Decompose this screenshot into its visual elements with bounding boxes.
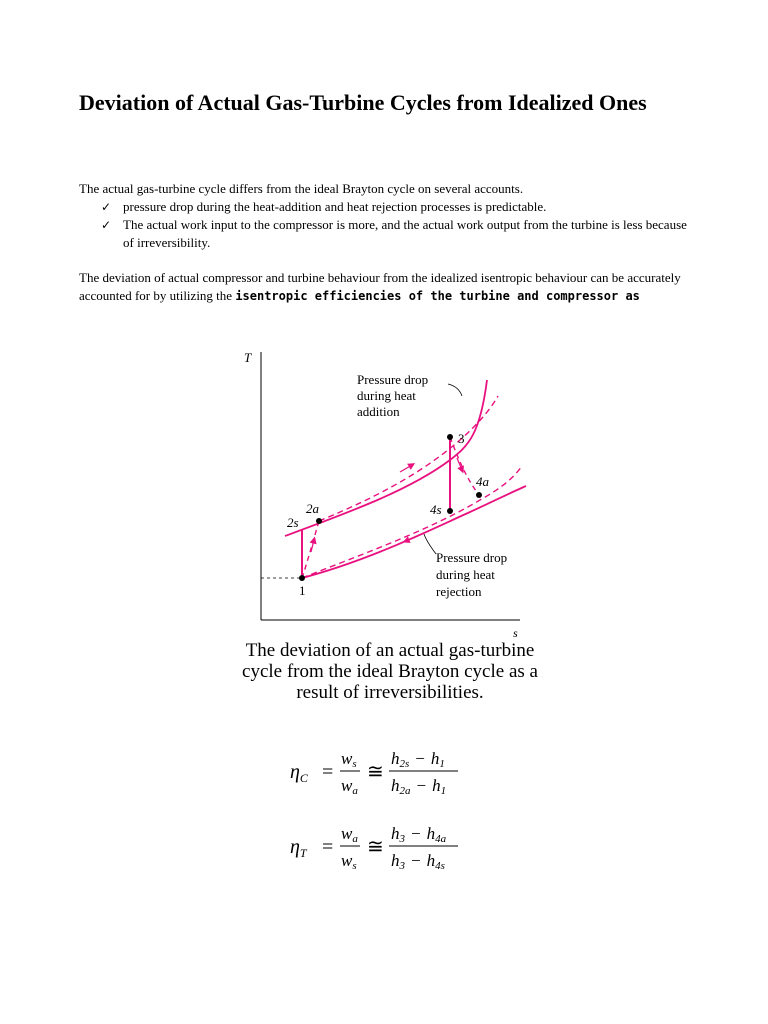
state-point-3 <box>447 434 453 440</box>
svg-text:ηC: $\eta_C$ <box>290 761 308 785</box>
svg-text:=: = <box>322 761 334 783</box>
deviation-paragraph <box>79 269 699 305</box>
bullet-text: pressure drop during the heat-addition and heat rejection processes is predictable. <box>123 199 547 214</box>
note-heat-rejection-leader <box>424 534 436 554</box>
state-point-2a <box>316 518 322 524</box>
svg-text:h3−h4a: h3 − h4a <box>391 824 447 845</box>
checkmark-icon: ✓ <box>101 200 112 214</box>
note-heat-rejection: Pressure drop during heat rejection <box>436 550 508 599</box>
page-title: Deviation of Actual Gas-Turbine Cycles from Idealized Ones <box>79 90 647 115</box>
caption-line: The deviation of an actual gas-turbine <box>245 640 535 661</box>
caption-line: cycle from the ideal Brayton cycle as a <box>242 661 538 682</box>
deviation-text: The deviation of actual compressor and turbine behaviour from the idealized isentropic behaviour can be accurately accounted for by utilizing the <box>79 270 681 303</box>
list-item <box>79 198 699 216</box>
label-2s: 2s <box>287 515 299 530</box>
svg-text:ηT: $\eta_T$ <box>290 836 307 860</box>
label-1: 1 <box>299 583 306 598</box>
svg-text:h3−h4s: h3 − h4s <box>391 851 445 872</box>
state-point-4a <box>476 492 482 498</box>
svg-text:wa: wa <box>341 776 358 797</box>
label-2a: 2a <box>306 501 319 516</box>
list-item <box>79 216 699 252</box>
figure-caption <box>210 640 570 703</box>
label-3: 3 <box>458 431 465 446</box>
bullet-list <box>79 198 699 252</box>
heat-addition-arrow <box>400 465 412 472</box>
label-4s: 4s <box>430 502 442 517</box>
svg-text:wa: wa <box>341 824 358 845</box>
compressor-efficiency-equation <box>290 740 490 800</box>
checkmark-icon: ✓ <box>101 218 112 232</box>
deviation-bold-text: isentropic efficiencies of the turbine and compressor as <box>235 289 640 303</box>
heat-rejection-arrow <box>406 536 418 541</box>
axis-y-label: T <box>244 350 252 365</box>
svg-text:ws: ws <box>341 851 357 872</box>
axis-x-label: s <box>513 626 518 640</box>
intro-paragraph: The actual gas-turbine cycle differs from the ideal Brayton cycle on several accounts. <box>79 181 524 196</box>
note-heat-addition: Pressure drop during heat addition <box>357 372 429 419</box>
turbine-efficiency-equation <box>290 815 490 875</box>
svg-text:=: = <box>322 836 334 858</box>
svg-text:≅: ≅ <box>367 761 384 783</box>
bullet-text: The actual work input to the compressor is more, and the actual work output from the turbine is less because of irreversibility. <box>123 217 687 250</box>
state-point-4s <box>447 508 453 514</box>
svg-text:ws: ws <box>341 749 357 770</box>
svg-text:≅: ≅ <box>367 836 384 858</box>
svg-text:h2s−h1: h2s − h1 <box>391 749 445 770</box>
svg-text:h2a−h1: h2a − h1 <box>391 776 447 797</box>
state-point-1 <box>299 575 305 581</box>
ts-diagram <box>230 340 550 640</box>
caption-line: result of irreversibilities. <box>296 682 484 703</box>
note-heat-addition-leader <box>448 384 462 396</box>
actual-heat-addition-dashed <box>319 396 498 521</box>
label-4a: 4a <box>476 474 489 489</box>
